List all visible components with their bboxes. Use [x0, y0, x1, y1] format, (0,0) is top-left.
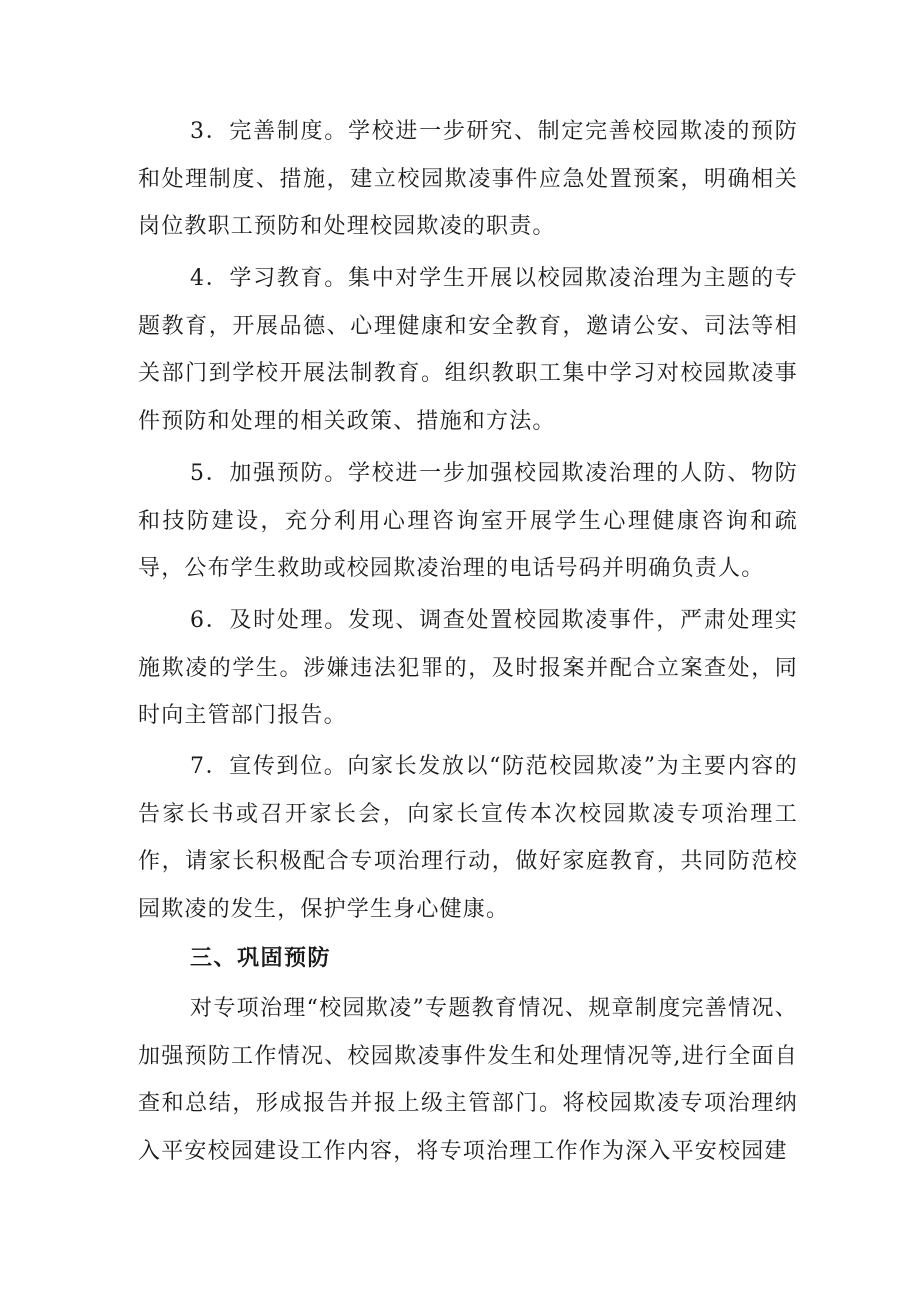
paragraph-item-5: 5．加强预防。学校进一步加强校园欺凌治理的人防、物防和技防建设，充分利用心理咨询室开展学生心理健康咨询和疏导，公布学生救助或校园欺凌治理的电话号码并明确负责人。	[138, 461, 798, 581]
paragraph-item-7: 7．宣传到位。向家长发放以“防范校园欺凌”为主要内容的告家长书或召开家长会，向家长宣传本次校园欺凌专项治理工作，请家长积极配合专项治理行动，做好家庭教育，共同防范校园欺凌的发生，保护学生身心健康。	[138, 754, 798, 922]
paragraph-item-3: 3．完善制度。学校进一步研究、制定完善校园欺凌的预防和处理制度、措施，建立校园欺凌事件应急处置预案，明确相关岗位教职工预防和处理校园欺凌的职责。	[138, 119, 798, 239]
section-heading: 三、巩固预防	[190, 946, 332, 971]
section-paragraph: 对专项治理“校园欺凌”专题教育情况、规章制度完善情况、加强预防工作情况、校园欺凌事件发生和处理情况等,进行全面自查和总结，形成报告并报上级主管部门。将校园欺凌专项治理纳入平安校园建设工作内容，将专项治理工作作为深入平安校园建	[138, 996, 798, 1164]
paragraph-item-6: 6．及时处理。发现、调查处置校园欺凌事件，严肃处理实施欺凌的学生。涉嫌违法犯罪的，及时报案并配合立案查处，同时向主管部门报告。	[138, 608, 798, 728]
paragraph-item-4: 4．学习教育。集中对学生开展以校园欺凌治理为主题的专题教育，开展品德、心理健康和安全教育，邀请公安、司法等相关部门到学校开展法制教育。组织教职工集中学习对校园欺凌事件预防和处理的相关政策、措施和方法。	[138, 266, 798, 434]
